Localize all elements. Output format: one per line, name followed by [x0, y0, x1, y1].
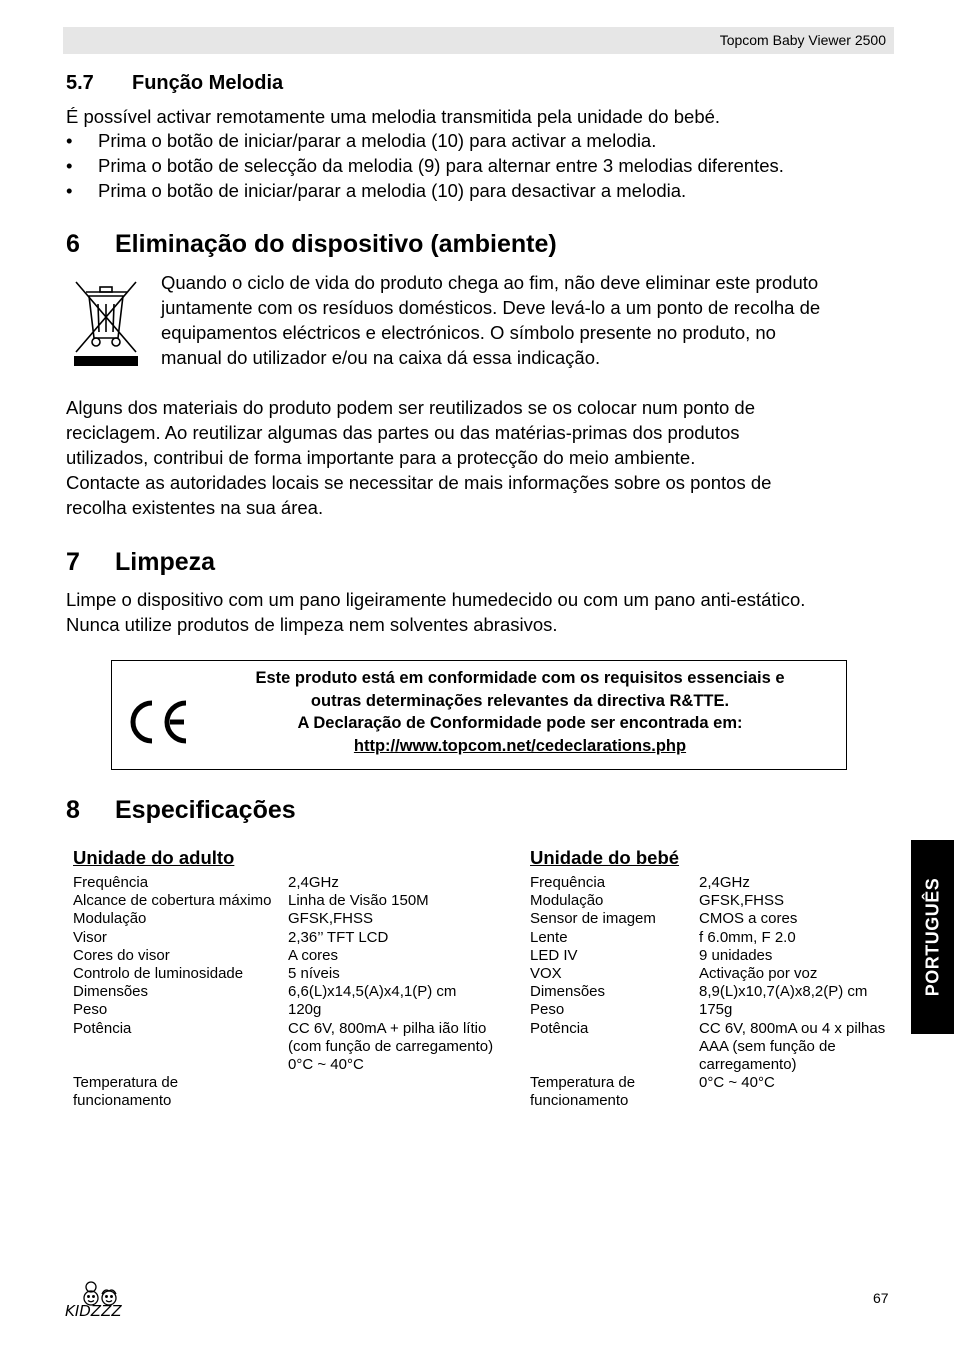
table-row — [530, 929, 906, 947]
bullet-marker: • — [66, 130, 73, 151]
language-label: PORTUGUÊS — [922, 877, 942, 997]
spec-value: Activação por voz — [699, 964, 818, 982]
table-row — [530, 1001, 906, 1019]
spec-label: VOX — [530, 964, 562, 982]
table-row — [530, 947, 906, 965]
spec-label: Potência — [73, 1019, 132, 1037]
spec-value: GFSK,FHSS — [288, 910, 374, 928]
spec-value: f 6.0mm, F 2.0 — [699, 928, 796, 946]
section-number: 8 — [66, 796, 80, 824]
text-line: equipamentos eléctricos e electrónicos. O símbolo presente no produto, no — [161, 322, 776, 343]
table-row — [73, 1001, 513, 1019]
spec-label: Controlo de luminosidade — [73, 964, 244, 982]
adult-spec-table — [73, 874, 513, 1110]
section-title: Função Melodia — [132, 72, 284, 94]
spec-value: 2,4GHz — [699, 874, 750, 891]
text-line: recolha existentes na sua área. — [66, 497, 324, 518]
table-row — [530, 910, 906, 928]
ce-declaration-link[interactable]: http://www.topcom.net/cedeclarations.php — [353, 736, 687, 755]
spec-label: Frequência — [73, 874, 149, 891]
ce-line: Este produto está em conformidade com os requisitos essenciais e — [255, 669, 785, 687]
list-item-text: Prima o botão de iniciar/parar a melodia (10) para activar a melodia. — [98, 130, 657, 151]
spec-value: 120g — [288, 1001, 322, 1019]
spec-label: Modulação — [530, 892, 604, 910]
spec-value: 5 níveis — [288, 964, 340, 982]
page-header — [63, 27, 894, 54]
ce-declaration-text — [212, 667, 828, 757]
table-row — [73, 983, 513, 1001]
section-number: 7 — [66, 548, 80, 576]
text-line: reciclagem. Ao reutilizar algumas das partes ou das matérias-primas dos produtos — [66, 422, 740, 443]
spec-label: Temperatura de funcionamento — [73, 1074, 179, 1110]
text-line: utilizados, contribui de forma importante para a protecção do meio ambiente. — [66, 447, 696, 468]
page-number: 67 — [873, 1290, 889, 1306]
list-item — [66, 153, 906, 178]
list-item-text: Prima o botão de iniciar/parar a melodia (10) para desactivar a melodia. — [98, 180, 687, 201]
spec-value: 6,6(L)x14,5(A)x4,1(P) cm — [288, 983, 457, 1001]
text-line: Limpe o dispositivo com um pano ligeiramente humedecido ou com um pano anti-estático. — [66, 589, 806, 610]
spec-label: Cores do visor — [73, 946, 170, 964]
melody-bullet-list — [66, 128, 906, 203]
table-row — [530, 1020, 906, 1075]
table-row — [73, 1020, 513, 1075]
section-title: Especificações — [115, 796, 296, 824]
table-row — [530, 892, 906, 910]
table-row — [73, 910, 513, 928]
spec-value: CMOS a cores — [699, 910, 798, 928]
table-row — [73, 1074, 513, 1110]
kidzzz-logo-icon — [62, 1276, 138, 1324]
spec-label: Peso — [73, 1001, 108, 1019]
spec-value: A cores — [288, 946, 339, 964]
spec-value: GFSK,FHSS — [699, 892, 785, 910]
text-line: juntamente com os resíduos domésticos. Deve levá-lo a um ponto de recolha de — [161, 297, 821, 318]
list-item — [66, 178, 906, 203]
spec-label: Potência — [530, 1019, 589, 1037]
spec-value: CC 6V, 800mA ou 4 x pilhas AAA (sem função de carregamento) — [699, 1019, 886, 1073]
table-row — [530, 1074, 906, 1110]
ce-line: outras determinações relevantes da directiva R&TTE. — [310, 691, 730, 710]
table-row — [73, 874, 513, 892]
spec-value: CC 6V, 800mA + pilha ião lítio (com função de carregamento) 0°C ~ 40°C — [288, 1019, 494, 1073]
ce-mark-icon — [124, 699, 190, 745]
table-row — [530, 965, 906, 983]
text-line: manual do utilizador e/ou na caixa dá essa indicação. — [161, 347, 601, 368]
language-side-tab — [911, 840, 954, 1034]
recycling-paragraph — [66, 395, 771, 520]
spec-label: Modulação — [73, 910, 147, 928]
bullet-marker: • — [66, 180, 73, 201]
ce-line: A Declaração de Conformidade pode ser encontrada em: — [297, 714, 743, 732]
table-row — [73, 892, 513, 910]
spec-label: Temperatura de funcionamento — [530, 1074, 636, 1110]
bullet-marker: • — [66, 155, 73, 176]
weee-text-block — [161, 270, 820, 370]
text-line: Quando o ciclo de vida do produto chega ao fim, não deve eliminar este produto — [161, 272, 819, 293]
text-line: Nunca utilize produtos de limpeza nem solventes abrasivos. — [66, 614, 558, 635]
baby-spec-table — [530, 874, 906, 1110]
spec-value: 175g — [699, 1001, 733, 1019]
ce-conformity-box — [111, 660, 847, 770]
crossed-out-wheelie-bin-icon — [72, 278, 140, 368]
spec-label: Dimensões — [530, 983, 606, 1001]
list-item — [66, 128, 906, 153]
table-row — [73, 965, 513, 983]
table-row — [530, 983, 906, 1001]
logo-text: KIDZZZ — [65, 1302, 122, 1320]
spec-value: 9 unidades — [699, 946, 773, 964]
section-5-7-heading — [66, 72, 283, 95]
list-item-text: Prima o botão de selecção da melodia (9) para alternar entre 3 melodias diferentes. — [98, 155, 784, 176]
section-title: Eliminação do dispositivo (ambiente) — [115, 230, 557, 258]
spec-label: Visor — [73, 928, 107, 946]
spec-label: LED IV — [530, 946, 578, 964]
table-row — [73, 929, 513, 947]
spec-value: 2,36’’ TFT LCD — [288, 928, 389, 946]
baby-unit-heading: Unidade do bebé — [530, 847, 680, 868]
section-7-heading — [66, 548, 215, 577]
spec-label: Frequência — [530, 874, 606, 891]
table-row — [530, 874, 906, 892]
table-row — [73, 947, 513, 965]
spec-label: Dimensões — [73, 983, 149, 1001]
section-6-heading — [66, 230, 557, 259]
section-number: 6 — [66, 230, 80, 258]
spec-label: Sensor de imagem — [530, 910, 656, 928]
spec-value: Linha de Visão 150M — [288, 892, 429, 910]
text-line: Contacte as autoridades locais se necessitar de mais informações sobre os pontos de — [66, 472, 772, 493]
cleaning-paragraph — [66, 587, 805, 637]
section-title: Limpeza — [115, 548, 216, 576]
spec-value: 8,9(L)x10,7(A)x8,2(P) cm — [699, 983, 868, 1001]
spec-value: 2,4GHz — [288, 874, 339, 891]
spec-label: Alcance de cobertura máximo — [73, 892, 272, 910]
section-8-heading — [66, 796, 296, 825]
text-line: Alguns dos materiais do produto podem ser reutilizados se os colocar num ponto de — [66, 397, 755, 418]
adult-unit-heading: Unidade do adulto — [73, 847, 235, 868]
header-title: Topcom Baby Viewer 2500 — [719, 32, 886, 48]
section-5-7-intro: É possível activar remotamente uma melodia transmitida pela unidade do bebé. — [66, 106, 721, 127]
section-number: 5.7 — [66, 72, 94, 94]
spec-label: Lente — [530, 928, 568, 946]
spec-label: Peso — [530, 1001, 565, 1019]
spec-value: 0°C ~ 40°C — [699, 1074, 775, 1092]
